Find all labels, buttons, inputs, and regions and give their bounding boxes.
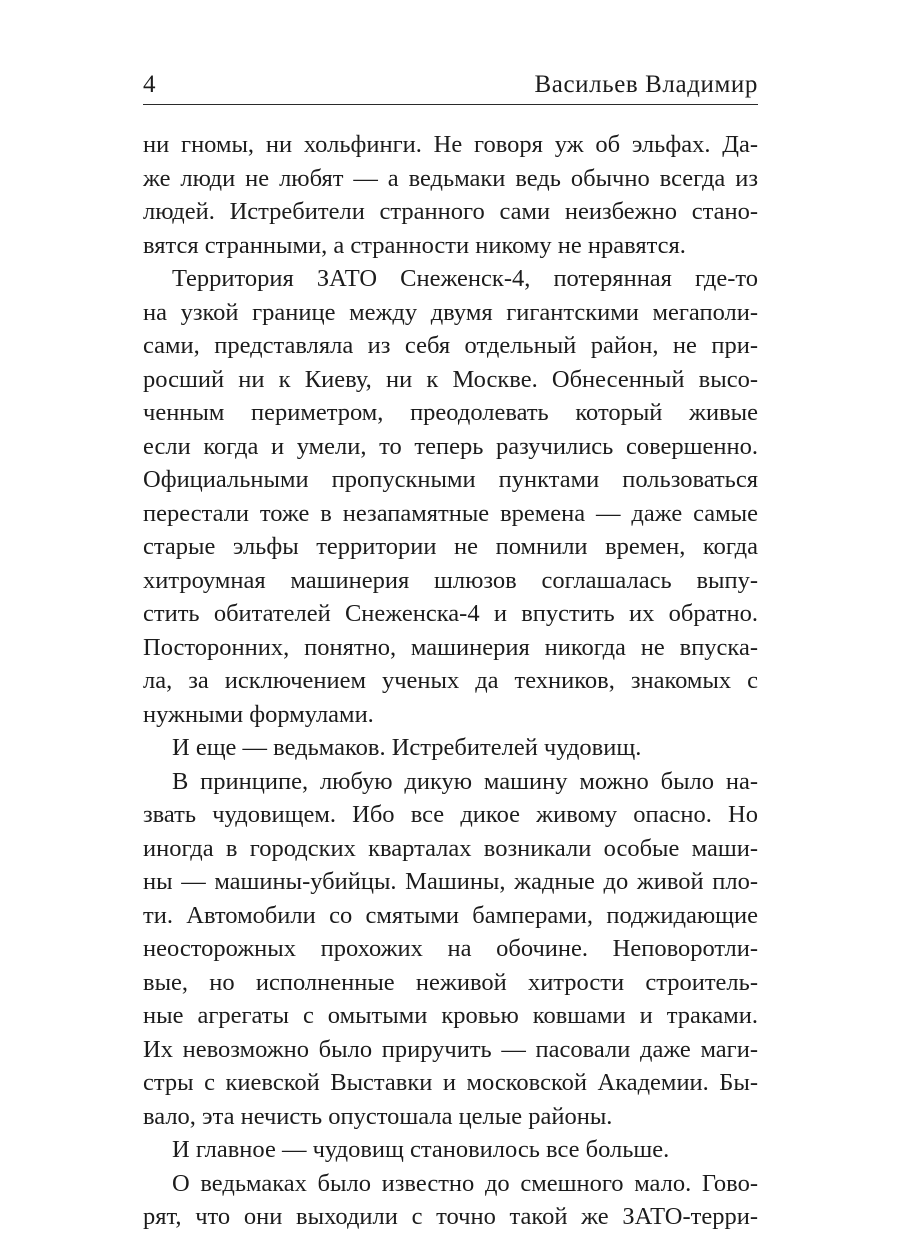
text-line: ченным периметром, преодолевать который живые — [143, 399, 758, 426]
page-number: 4 — [143, 71, 156, 98]
text-line: если когда и умели, то теперь разучились совершенно. — [143, 432, 758, 460]
page-header — [143, 64, 758, 104]
body-text — [143, 128, 758, 1234]
text-line: на узкой границе между двумя гигантскими мегаполи- — [143, 298, 758, 326]
text-line: перестали тоже в незапамятные времена — даже самые — [143, 499, 758, 527]
running-head-author: Васильев Владимир — [534, 71, 758, 98]
text-line: О ведьмаках было известно до смешного мало. Гово- — [172, 1169, 758, 1197]
text-line: ные агрегаты с омытыми кровью ковшами и траками. — [143, 1002, 758, 1029]
text-line: Их невозможно было приручить — пасовали даже маги- — [143, 1035, 758, 1063]
text-line: Официальными пропускными пунктами пользоваться — [143, 466, 758, 493]
header-rule — [143, 104, 758, 105]
text-line: сами, представляла из себя отдельный район, не при- — [143, 332, 758, 359]
text-line: вало, эта нечисть опустошала целые районы. — [143, 1102, 613, 1130]
text-line: рят, что они выходили с точно такой же ЗАТО-терри- — [143, 1203, 758, 1230]
text-line: Территория ЗАТО Снеженск-4, потерянная где-то — [172, 265, 758, 292]
text-line: стить обитателей Снеженска-4 и впустить их обратно. — [143, 600, 758, 627]
text-line: хитроумная машинерия шлюзов соглашалась выпу- — [143, 566, 758, 594]
text-line: старые эльфы территории не помнили времен, когда — [143, 533, 758, 560]
text-line: И главное — чудовищ становилось все больше. — [172, 1136, 670, 1163]
text-line: звать чудовищем. Ибо все дикое живому опасно. Но — [143, 801, 758, 828]
text-line: И еще — ведьмаков. Истребителей чудовищ. — [172, 734, 642, 761]
text-line: Посторонних, понятно, машинерия никогда не впуска- — [143, 633, 758, 661]
text-line: нужными формулами. — [143, 700, 374, 728]
text-line: вые, но исполненные неживой хитрости строитель- — [143, 968, 758, 996]
text-line: же люди не любят — а ведьмаки ведь обычно всегда из — [143, 164, 758, 192]
text-line: росший ни к Киеву, ни к Москве. Обнесенный высо- — [143, 365, 758, 393]
text-line: ти. Автомобили со смятыми бамперами, поджидающие — [143, 901, 758, 929]
text-line: стры с киевской Выставки и московской Академии. Бы- — [143, 1069, 758, 1096]
text-line: людей. Истребители странного сами неизбежно стано- — [143, 198, 758, 225]
text-line: неосторожных прохожих на обочине. Неповоротли- — [143, 935, 758, 962]
text-line: иногда в городских кварталах возникали особые маши- — [143, 834, 758, 862]
text-line: ни гномы, ни хольфинги. Не говоря уж об эльфах. Да- — [143, 131, 758, 158]
text-line: В принципе, любую дикую машину можно было на- — [172, 767, 758, 795]
text-line: вятся странными, а странности никому не нравятся. — [143, 231, 686, 259]
text-line: ла, за исключением ученых да техников, знакомых с — [143, 667, 758, 694]
text-line: ны — машины-убийцы. Машины, жадные до живой пло- — [143, 868, 758, 895]
